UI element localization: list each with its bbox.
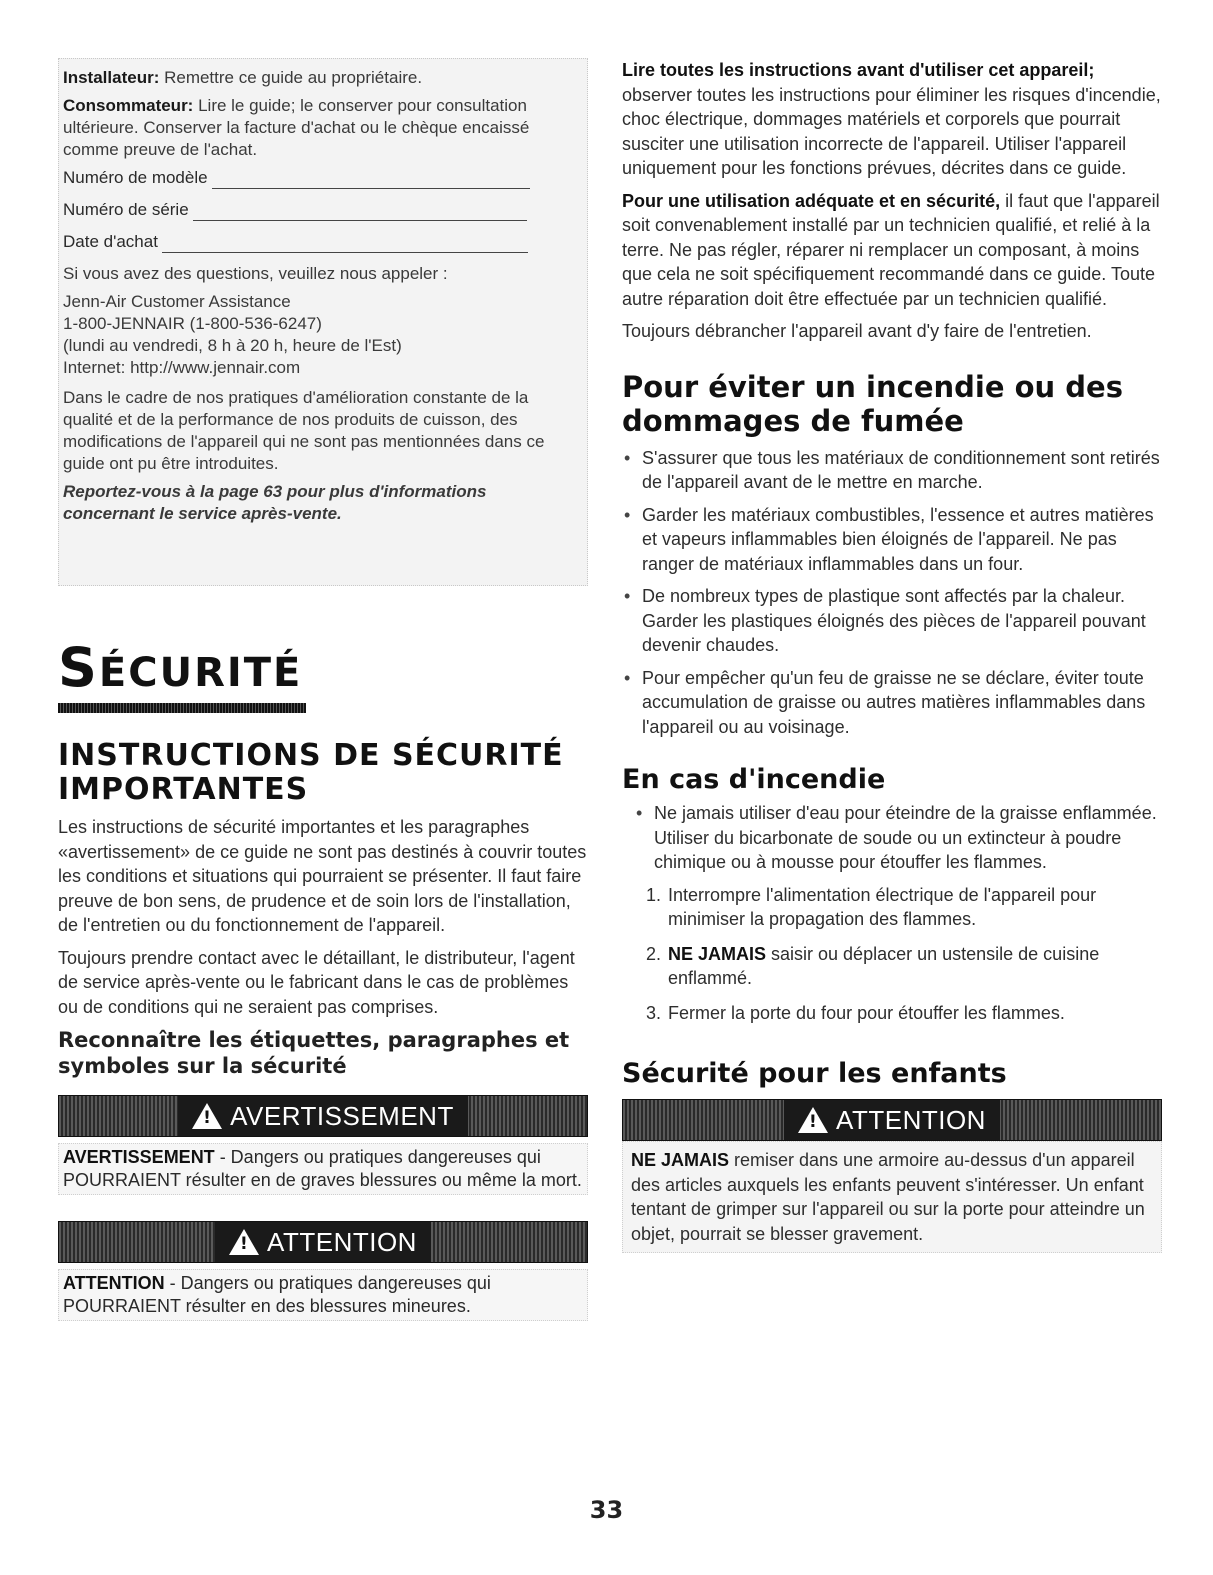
contact-block — [63, 291, 577, 379]
step-item: 2. NE JAMAIS saisir ou déplacer un ustensile de cuisine enflammé. — [646, 943, 1100, 988]
caution-triangle-icon — [229, 1229, 259, 1255]
caution-banner — [58, 1221, 588, 1263]
purchase-date-line — [162, 236, 528, 253]
model-number-field: Numéro de modèle — [63, 167, 577, 189]
read-instructions: Lire toutes les instructions avant d'utiliser cet appareil; observer toutes les instructions pour éliminer les risques d'incendie, choc électrique, dommages matériels et corporels que pourrait susciter une utilisation incorrecte de l'appareil. Utiliser l'appareil uniquement pour les fonctions prévues, décrites dans ce guide. — [622, 60, 1161, 178]
instructions-section — [58, 739, 588, 1079]
contact-phone: 1-800-JENNAIR (1-800-536-6247) — [63, 314, 322, 333]
model-number-line — [212, 172, 530, 189]
caution-definition: ATTENTION - Dangers ou pratiques dangereuses qui POURRAIENT résulter en des blessures mineures. — [58, 1269, 588, 1321]
fire-case-list — [622, 801, 1162, 875]
unplug-note: Toujours débrancher l'appareil avant d'y faire de l'entretien. — [622, 321, 1092, 341]
list-item: • Ne jamais utiliser d'eau pour éteindre de la graisse enflammée. Utiliser du bicarbonate de soude ou un extincteur à poudre chimique ou à mousse pour étouffer les flammes. — [634, 801, 1162, 875]
warning-banner-inner: ! AVERTISSEMENT — [178, 1096, 468, 1136]
serial-number-field: Numéro de série — [63, 199, 577, 221]
step-item: 3. Fermer la porte du four pour étouffer les flammes. — [646, 1002, 1065, 1023]
securite-title: SÉCURITÉ — [58, 636, 303, 699]
title-rule — [58, 703, 306, 713]
step-item: 1. Interrompre l'alimentation électrique de l'appareil pour minimiser la propagation des flammes. — [646, 884, 1097, 929]
warning-triangle-icon — [192, 1103, 222, 1129]
page-number: 33 — [589, 1496, 624, 1524]
instructions-title: INSTRUCTIONS DE SÉCURITÉ IMPORTANTES — [58, 738, 564, 807]
securite-heading-block — [58, 636, 588, 713]
list-item: • S'assurer que tous les matériaux de conditionnement sont retirés de l'appareil avant de le mettre en marche. — [622, 446, 1162, 495]
contact-web: Internet: http://www.jennair.com — [63, 358, 301, 377]
list-item: • Pour empêcher qu'un feu de graisse ne se déclare, éviter toute accumulation de graisse ou autres matières inflammables dans l'appareil ou au voisinage. — [622, 666, 1162, 740]
child-safety-title: Sécurité pour les enfants — [622, 1058, 1007, 1089]
recognize-title: Reconnaître les étiquettes, paragraphes et symboles sur la sécurité — [58, 1028, 570, 1078]
owner-info-box — [58, 58, 588, 586]
child-caution-banner-inner: ! ATTENTION — [784, 1100, 1000, 1140]
fire-steps — [622, 883, 1162, 1026]
left-column — [58, 58, 588, 1321]
consumer-note: Consommateur: Lire le guide; le conserver pour consultation ultérieure. Conserver la facture d'achat ou le chèque encaissé comme preuve de l'achat. — [63, 96, 530, 159]
proper-use: Pour une utilisation adéquate et en sécurité, il faut que l'appareil soit convenablement installé par un technicien qualifié, et relié à la terre. Ne pas régler, réparer ni remplacer un composant, à moins que cela ne soit spécifiquement recommandé dans ce guide. Toute autre réparation doit être effectuée par un technicien qualifié. — [622, 190, 1160, 309]
warning-definition: AVERTISSEMENT - Dangers ou pratiques dangereuses qui POURRAIENT résulter en de graves blessures ou même la mort. — [58, 1143, 588, 1195]
instructions-p1: Les instructions de sécurité importantes et les paragraphes «avertissement» de ce guide ne sont pas destinés à couvrir toutes les conditions et situations qui pourraient se présenter. Il faut faire preuve de bon sens, de prudence et de soin lors de l'installation, de l'entretien ou du fonctionnement de l'appareil. — [58, 817, 587, 935]
child-safety-text: NE JAMAIS remiser dans une armoire au-dessus d'un appareil des articles auxquels les enfants peuvent s'intéresser. Un enfant tentant de grimper sur l'appareil ou sur la porte pour atteindre un objet, pourrait se blesser gravement. — [622, 1141, 1162, 1253]
child-caution-banner — [622, 1099, 1162, 1141]
serial-number-line — [193, 204, 527, 221]
list-item: • Garder les matériaux combustibles, l'essence et autres matières et vapeurs inflammables bien éloignés de l'appareil. Ne pas ranger de matériaux inflammables dans un four. — [622, 503, 1162, 577]
warning-banner — [58, 1095, 588, 1137]
service-reference: Reportez-vous à la page 63 pour plus d'informations concernant le service après-vente. — [63, 482, 487, 523]
right-column — [622, 58, 1162, 1253]
installer-note: Installateur: Remettre ce guide au propriétaire. — [63, 68, 423, 87]
child-caution-triangle-icon — [798, 1107, 828, 1133]
questions-text: Si vous avez des questions, veuillez nous appeler : — [63, 264, 448, 283]
fire-title: Pour éviter un incendie ou des dommages de fumée — [622, 369, 1123, 438]
caution-banner-inner: ! ATTENTION — [215, 1222, 431, 1262]
fire-case-title: En cas d'incendie — [622, 764, 886, 795]
instructions-p2: Toujours prendre contact avec le détaillant, le distributeur, l'agent de service après-vente ou le fabricant dans le cas de problèmes ou de conditions qui ne seraient pas comprises. — [58, 947, 575, 1017]
list-item: • De nombreux types de plastique sont affectés par la chaleur. Garder les plastiques éloignés des pièces de l'appareil pouvant devenir chaudes. — [622, 584, 1162, 658]
contact-name: Jenn-Air Customer Assistance — [63, 292, 291, 311]
purchase-date-field: Date d'achat — [63, 231, 577, 253]
improvement-text: Dans le cadre de nos pratiques d'amélioration constante de la qualité et de la performance de nos produits de cuisson, des modifications de l'appareil qui ne sont pas mentionnées dans ce guide ont pu être introduites. — [63, 388, 545, 473]
contact-hours: (lundi au vendredi, 8 h à 20 h, heure de l'Est) — [63, 336, 402, 355]
fire-list — [622, 446, 1162, 740]
